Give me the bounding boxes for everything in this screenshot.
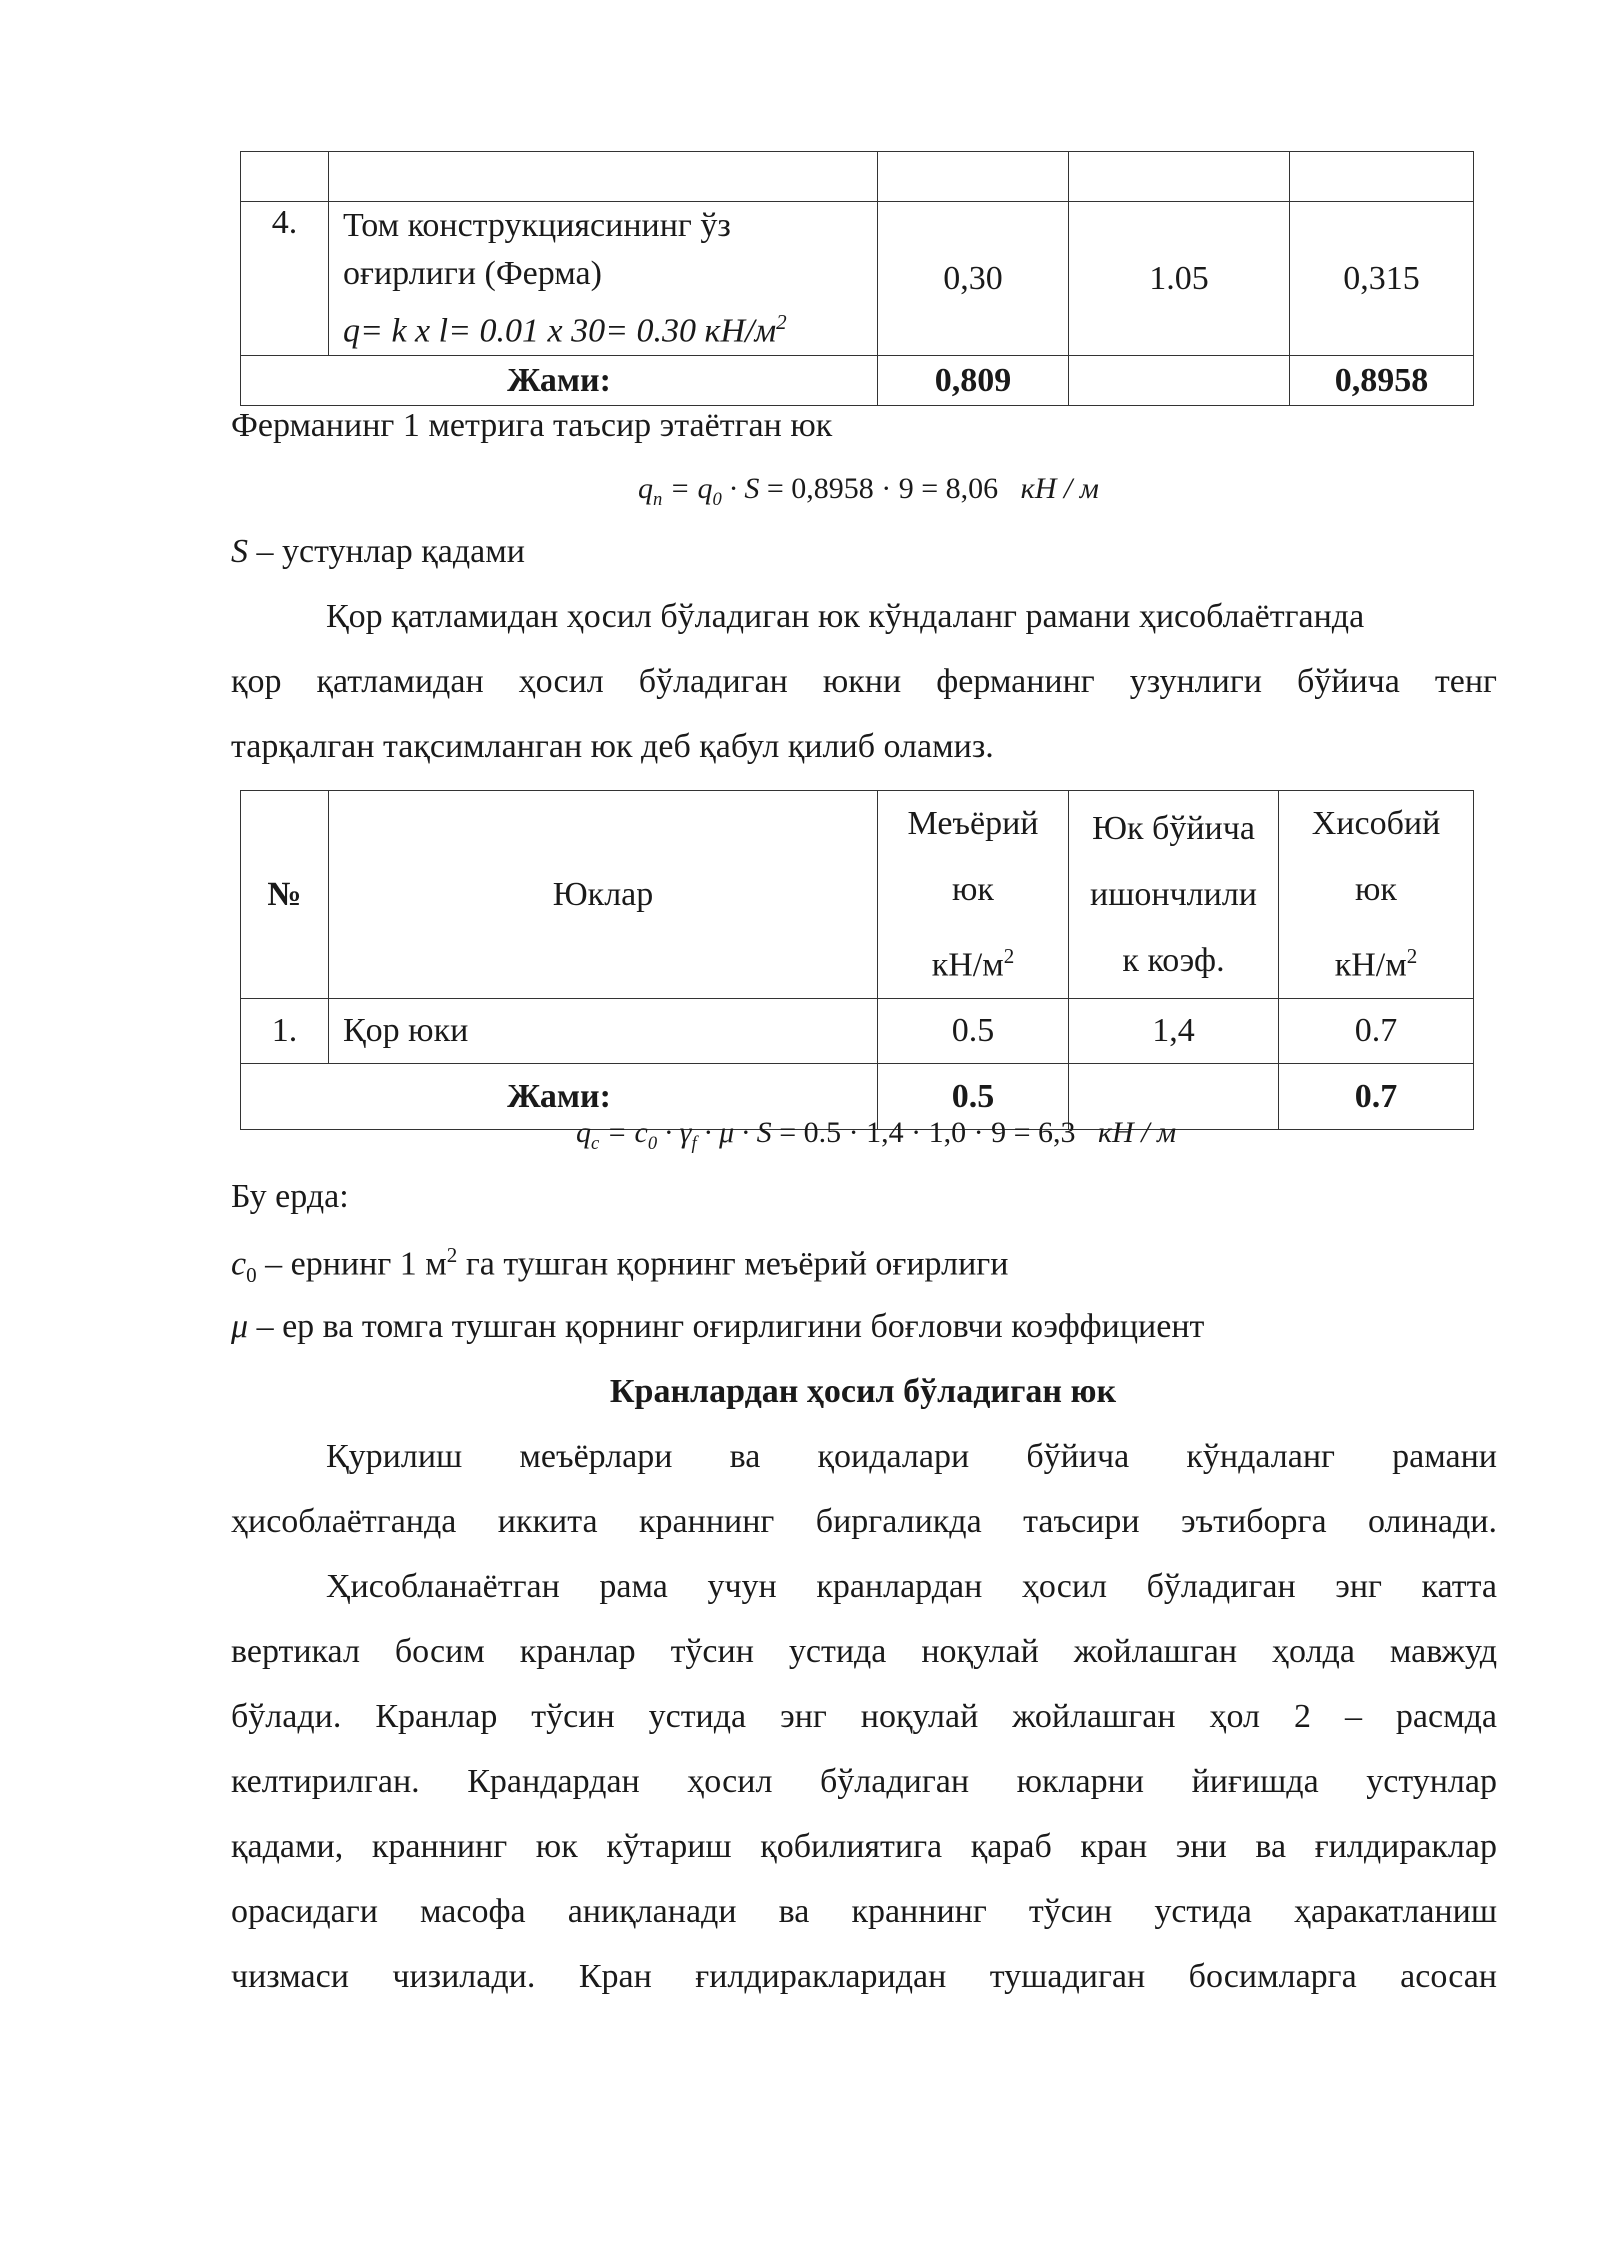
paragraph-line: тарқалган тақсимланган юк деб қабул қилиб оламиз. — [231, 728, 994, 765]
paragraph-line: вертикал босим кранлар тўсин устида ноқулай жойлашган ҳолда мавжуд — [231, 1633, 1497, 1670]
design-load: 0.7 — [1279, 999, 1474, 1064]
section-heading: Кранлардан ҳосил бўладиган юк — [609, 1373, 1117, 1410]
header-design: Хисобий юк $кН/м^2$ — [1279, 791, 1474, 999]
reliability-coef: 1.05 — [1069, 202, 1290, 356]
loads-table-snow — [240, 790, 1474, 1130]
definition-s: S – устунлар қадами — [231, 533, 525, 570]
load-name-line: Том конструкциясининг ўз — [343, 207, 731, 244]
paragraph: Ферманинг 1 метрига таъсир этаётган юк — [231, 407, 833, 444]
loads-table-roof — [240, 151, 1474, 406]
paragraph-line: бўлади. Кранлар тўсин устида энг ноқулай жойлашган ҳол 2 – расмда — [231, 1698, 1497, 1735]
normative-load: 0.5 — [878, 999, 1069, 1064]
definition-mu: μ – ер ва томга тушган қорнинг оғирлигини боғловчи коэффициент — [231, 1308, 1205, 1345]
table-header-row — [241, 791, 1474, 999]
row-number: 1. — [241, 999, 329, 1064]
table-row — [241, 999, 1474, 1064]
formula-qn: $q_n = q_0 \cdot S = 0,8958 \cdot 9 = 8,06$ кН / м — [638, 472, 1099, 510]
total-label: Жами: — [241, 1064, 878, 1130]
load-name-line: оғирлиги (Ферма) — [343, 255, 602, 292]
total-design: 0,8958 — [1290, 356, 1474, 406]
header-loads: Юклар — [329, 791, 878, 999]
paragraph-line: келтирилган. Крандардан ҳосил бўладиган юкларни йиғишда устунлар — [231, 1763, 1497, 1800]
paragraph-line: қор қатламидан ҳосил бўладиган юкни ферманинг узунлиги бўйича тенг — [231, 663, 1497, 700]
paragraph-line: Қор қатламидан ҳосил бўладиган юк кўндаланг рамани ҳисоблаётганда — [326, 598, 1365, 635]
paragraph-line: чизмаси чизилади. Кран ғилдиракларидан тушадиган босимларга асосан — [231, 1958, 1497, 1995]
total-normative: 0.5 — [878, 1064, 1069, 1130]
load-name: Қор юки — [329, 999, 878, 1064]
paragraph-line: орасидаги масофа аниқланади ва краннинг тўсин устида ҳаракатланиш — [231, 1893, 1497, 1930]
header-coef: Юк бўйича ишончлили к коэф. — [1069, 791, 1279, 999]
total-label: Жами: — [241, 356, 878, 406]
load-name-cell — [329, 202, 878, 356]
reliability-coef: 1,4 — [1069, 999, 1279, 1064]
paragraph-line: Ҳисобланаётган рама учун кранлардан ҳосил бўладиган энг катта — [326, 1568, 1497, 1605]
header-number: № — [241, 791, 329, 999]
design-load: 0,315 — [1290, 202, 1474, 356]
paragraph-line: Қурилиш меъёрлари ва қоидалари бўйича кўндаланг рамани — [326, 1438, 1497, 1475]
paragraph-line: ҳисоблаётганда иккита краннинг биргаликда таъсири эътиборга олинади. — [231, 1503, 1497, 1540]
definition-c0: $c_0$ – ернинг 1 $м^2$ га тушган қорнинг меъёрий оғирлиги — [231, 1243, 1009, 1288]
table-row — [241, 202, 1474, 356]
paragraph-line: қадами, краннинг юк кўтариш қобилиятига қараб кран эни ва ғилдираклар — [231, 1828, 1497, 1865]
paragraph: Бу ерда: — [231, 1178, 349, 1215]
total-normative: 0,809 — [878, 356, 1069, 406]
formula-qc: $q_c = c_0 \cdot \gamma_f \cdot \mu \cdot S = 0.5 \cdot 1,4 \cdot 1,0 \cdot 9 = 6,3$ кН / м — [576, 1116, 1177, 1154]
total-design: 0.7 — [1279, 1064, 1474, 1130]
table-row-empty — [241, 152, 1474, 202]
row-number: 4. — [241, 202, 329, 356]
normative-load: 0,30 — [878, 202, 1069, 356]
header-normative: Меъёрий юк $кН/м^2$ — [878, 791, 1069, 999]
table-total-row — [241, 356, 1474, 406]
load-formula: q= k x l= 0.01 x 30= 0.30 $кН/м^2$ — [343, 310, 787, 350]
